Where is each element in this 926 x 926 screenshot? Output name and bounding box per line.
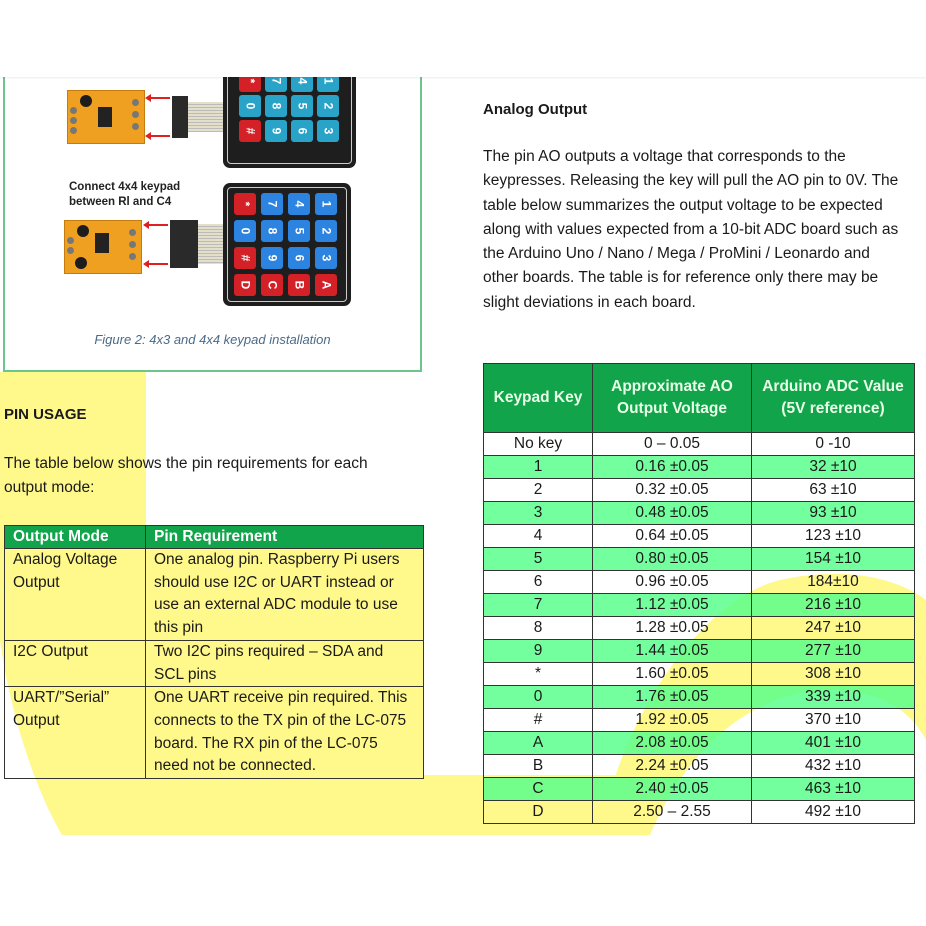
chip-icon	[95, 233, 109, 253]
table-row	[484, 801, 915, 824]
pin-dot	[70, 127, 77, 134]
column-header: Keypad Key	[484, 364, 593, 433]
adc-value-cell: 63 ±10	[752, 479, 915, 502]
voltage-cell: 1.76 ±0.05	[593, 686, 752, 709]
voltage-cell: 0.48 ±0.05	[593, 502, 752, 525]
adc-value-cell: 32 ±10	[752, 456, 915, 479]
table-row	[484, 686, 915, 709]
adc-value-cell: 370 ±10	[752, 709, 915, 732]
voltage-cell: 0.16 ±0.05	[593, 456, 752, 479]
table-row	[484, 456, 915, 479]
pin-dot	[70, 117, 77, 124]
table-row	[484, 571, 915, 594]
pin-dot	[67, 247, 74, 254]
key-3: 3	[317, 120, 339, 142]
table-row	[5, 549, 424, 641]
voltage-cell: 2.08 ±0.05	[593, 732, 752, 755]
pin-requirement-cell: Two I2C pins required – SDA and SCL pins	[146, 640, 424, 686]
pin-dot	[132, 111, 139, 118]
adc-value-cell: 308 ±10	[752, 663, 915, 686]
table-row	[484, 778, 915, 801]
keypad-key-cell: 9	[484, 640, 593, 663]
key-7: 7	[261, 193, 283, 215]
lc075-board-bottom	[64, 220, 142, 274]
adc-value-cell: 216 ±10	[752, 594, 915, 617]
key-1: 1	[317, 70, 339, 92]
table-row	[484, 479, 915, 502]
keypad-key-cell: A	[484, 732, 593, 755]
key-star: *	[234, 193, 256, 215]
keypad-key-cell: D	[484, 801, 593, 824]
table-row	[484, 525, 915, 548]
key-6: 6	[291, 120, 313, 142]
keypad-key-cell: #	[484, 709, 593, 732]
keypad-key-cell: 4	[484, 525, 593, 548]
voltage-cell: 1.28 ±0.05	[593, 617, 752, 640]
table-row	[484, 663, 915, 686]
key-7: 7	[265, 70, 287, 92]
lc075-board-top	[67, 90, 145, 144]
table-row	[484, 548, 915, 571]
figure-caption: Figure 2: 4x3 and 4x4 keypad installation	[94, 332, 331, 347]
table-row	[5, 687, 424, 779]
chip-icon	[98, 107, 112, 127]
table-row	[484, 755, 915, 778]
voltage-cell: 2.24 ±0.05	[593, 755, 752, 778]
connector-top	[172, 96, 188, 138]
adc-value-table	[483, 363, 915, 824]
key-a: A	[315, 274, 337, 296]
table-row	[484, 433, 915, 456]
keypad-key-cell: No key	[484, 433, 593, 456]
adc-value-cell: 277 ±10	[752, 640, 915, 663]
keypad-key-cell: 6	[484, 571, 593, 594]
ribbon-cable-top	[188, 102, 225, 132]
pin-requirement-table	[4, 525, 424, 779]
keypad-installation-figure	[3, 70, 422, 372]
output-mode-cell: UART/”Serial” Output	[5, 687, 146, 779]
table-row	[484, 502, 915, 525]
table-row	[484, 617, 915, 640]
ribbon-cable-bottom	[198, 224, 225, 264]
keypad-4x3	[223, 70, 356, 168]
keypad-key-cell: 3	[484, 502, 593, 525]
key-hash: #	[239, 120, 261, 142]
table-header-row	[484, 364, 915, 433]
adc-value-cell: 123 ±10	[752, 525, 915, 548]
key-b: B	[288, 274, 310, 296]
pin-usage-intro: The table below shows the pin requirements for each output mode:	[4, 455, 368, 497]
adc-value-cell: 401 ±10	[752, 732, 915, 755]
key-9: 9	[265, 120, 287, 142]
adc-value-cell: 0 -10	[752, 433, 915, 456]
voltage-cell: 0.32 ±0.05	[593, 479, 752, 502]
arrow-r1-bottom	[148, 224, 168, 226]
output-mode-cell: I2C Output	[5, 640, 146, 686]
key-0: 0	[234, 220, 256, 242]
key-1: 1	[315, 193, 337, 215]
voltage-cell: 0.80 ±0.05	[593, 548, 752, 571]
key-8: 8	[265, 95, 287, 117]
pin-dot	[132, 123, 139, 130]
pin-dot	[70, 107, 77, 114]
adc-value-cell: 492 ±10	[752, 801, 915, 824]
column-header: Approximate AO Output Voltage	[593, 364, 752, 433]
capacitor-icon	[75, 257, 87, 269]
key-2: 2	[315, 220, 337, 242]
key-hash: #	[234, 247, 256, 269]
keypad-key-cell: B	[484, 755, 593, 778]
keypad-4x4	[223, 183, 351, 306]
keypad-key-cell: 8	[484, 617, 593, 640]
keypad-key-cell: 0	[484, 686, 593, 709]
analog-output-heading: Analog Output	[483, 101, 588, 118]
arrow-c4-bottom	[148, 263, 168, 265]
voltage-cell: 1.92 ±0.05	[593, 709, 752, 732]
top-bar	[0, 0, 926, 77]
voltage-cell: 0.96 ±0.05	[593, 571, 752, 594]
pin-dot	[129, 253, 136, 260]
voltage-cell: 1.12 ±0.05	[593, 594, 752, 617]
column-header: Pin Requirement	[146, 526, 424, 549]
adc-value-cell: 432 ±10	[752, 755, 915, 778]
adc-value-cell: 93 ±10	[752, 502, 915, 525]
analog-output-paragraph: The pin AO outputs a voltage that corresponds to the keypresses. Releasing the key will pull the AO pin to 0V. The table below summarizes the output voltage to be expected along with values expected from a 10-bit ADC board such as the Arduino Uno / Nano / Mega / ProMini / Leonardo and other boards. The table is for reference only there may be slight deviations in each board.	[483, 148, 899, 311]
keypad-key-cell: 5	[484, 548, 593, 571]
key-4: 4	[288, 193, 310, 215]
key-5: 5	[288, 220, 310, 242]
capacitor-icon	[77, 225, 89, 237]
output-mode-cell: Analog Voltage Output	[5, 549, 146, 641]
voltage-cell: 2.50 – 2.55	[593, 801, 752, 824]
key-5: 5	[291, 95, 313, 117]
table-row	[484, 732, 915, 755]
capacitor-icon	[80, 95, 92, 107]
table-row	[484, 709, 915, 732]
table-row	[484, 640, 915, 663]
pin-dot	[129, 241, 136, 248]
key-3: 3	[315, 247, 337, 269]
voltage-cell: 1.60 ±0.05	[593, 663, 752, 686]
table-header-row	[5, 526, 424, 549]
pin-dot	[129, 229, 136, 236]
pin-usage-heading: PIN USAGE	[4, 406, 87, 423]
connect-4x4-label: Connect 4x4 keypad between Rl and C4	[69, 181, 181, 208]
key-star: *	[239, 70, 261, 92]
column-header: Arduino ADC Value (5V reference)	[752, 364, 915, 433]
keypad-key-cell: C	[484, 778, 593, 801]
key-0: 0	[239, 95, 261, 117]
adc-value-cell: 247 ±10	[752, 617, 915, 640]
key-4: 4	[291, 70, 313, 92]
column-header: Output Mode	[5, 526, 146, 549]
pin-dot	[67, 237, 74, 244]
key-c: C	[261, 274, 283, 296]
key-2: 2	[317, 95, 339, 117]
pin-dot	[132, 99, 139, 106]
arrow-c4-top	[150, 135, 170, 137]
connector-bottom	[170, 220, 198, 268]
table-row	[5, 640, 424, 686]
keypad-key-cell: 2	[484, 479, 593, 502]
adc-value-cell: 339 ±10	[752, 686, 915, 709]
adc-value-cell: 463 ±10	[752, 778, 915, 801]
key-8: 8	[261, 220, 283, 242]
keypad-key-cell: 1	[484, 456, 593, 479]
keypad-key-cell: *	[484, 663, 593, 686]
voltage-cell: 1.44 ±0.05	[593, 640, 752, 663]
voltage-cell: 0 – 0.05	[593, 433, 752, 456]
voltage-cell: 2.40 ±0.05	[593, 778, 752, 801]
adc-value-cell: 154 ±10	[752, 548, 915, 571]
keypad-key-cell: 7	[484, 594, 593, 617]
voltage-cell: 0.64 ±0.05	[593, 525, 752, 548]
key-6: 6	[288, 247, 310, 269]
pin-requirement-cell: One analog pin. Raspberry Pi users should use I2C or UART instead or use an external ADC module to use this pin	[146, 549, 424, 641]
adc-value-cell: 184±10	[752, 571, 915, 594]
key-d: D	[234, 274, 256, 296]
pin-requirement-cell: One UART receive pin required. This connects to the TX pin of the LC-075 board. The RX pin of the LC-075 need not be connected.	[146, 687, 424, 779]
key-9: 9	[261, 247, 283, 269]
table-row	[484, 594, 915, 617]
arrow-r1-top	[150, 97, 170, 99]
